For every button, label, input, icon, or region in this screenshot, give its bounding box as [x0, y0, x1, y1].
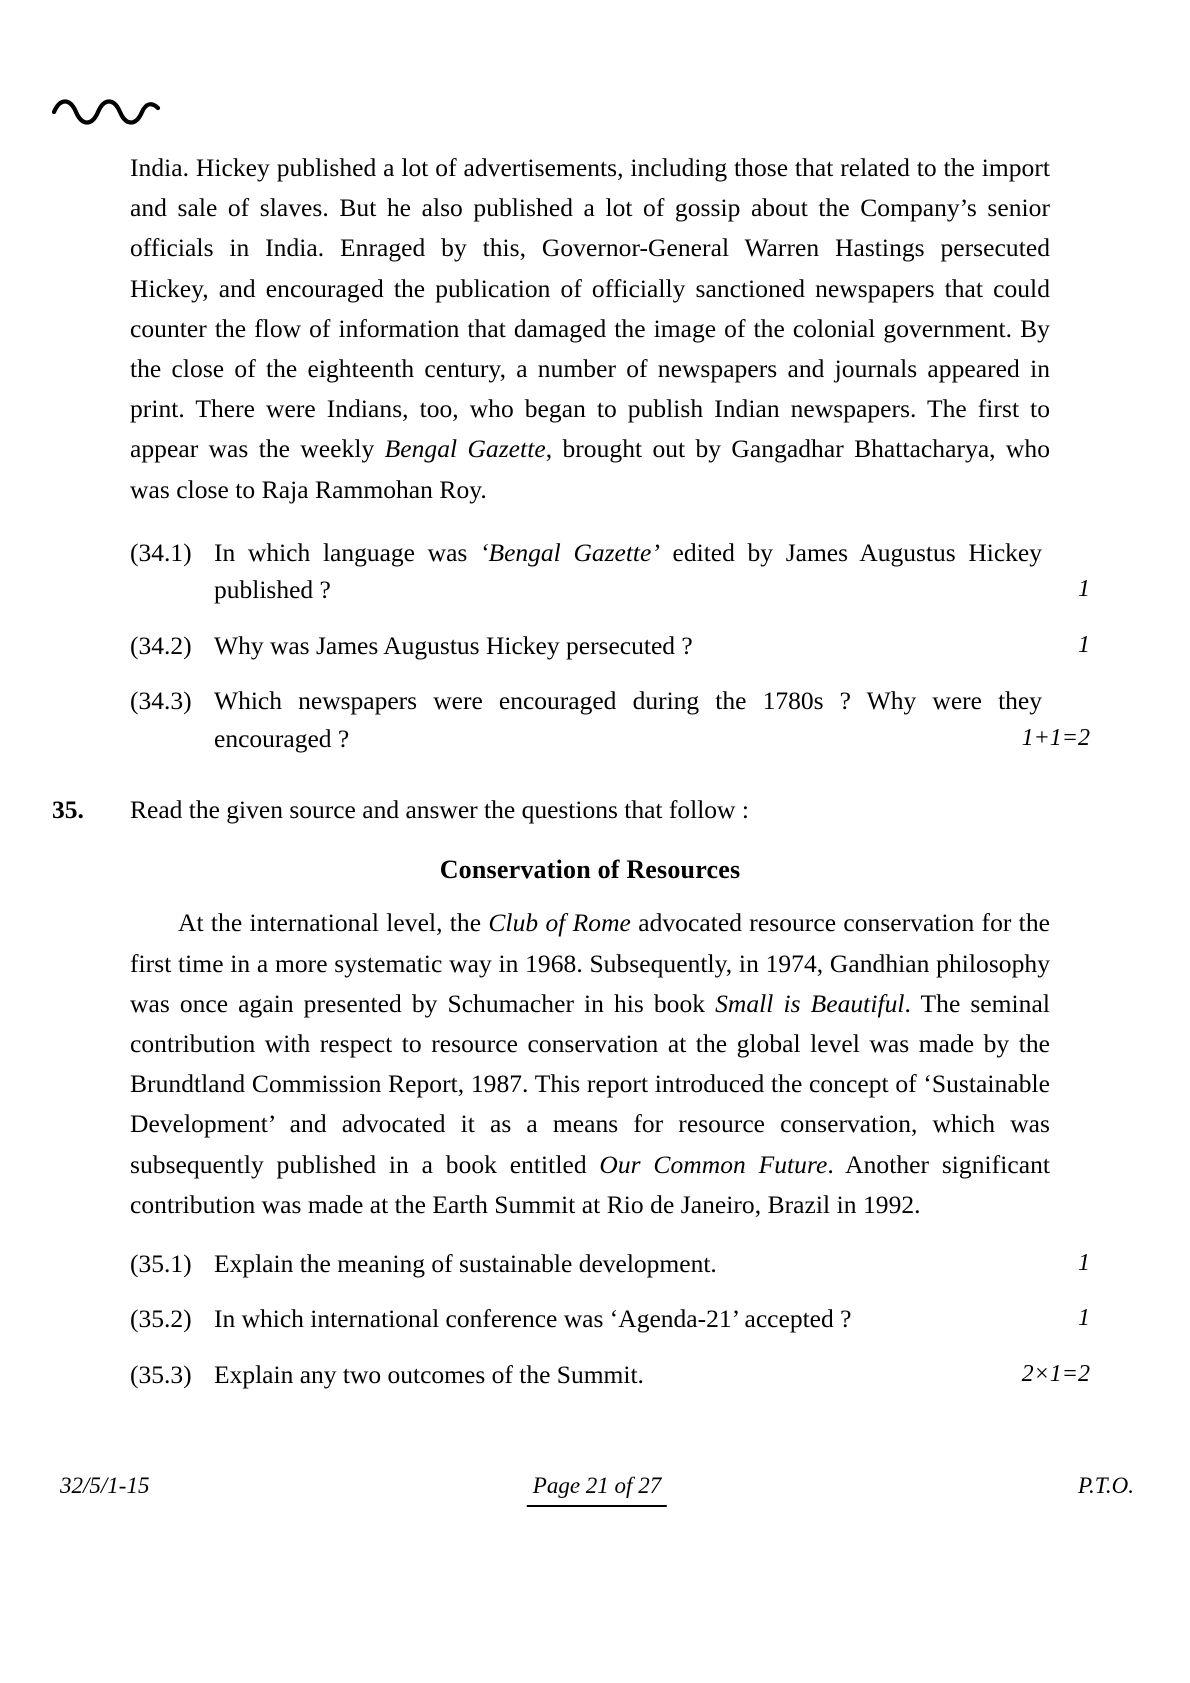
question-34-1-italic: ‘Bengal Gazette’	[480, 537, 660, 567]
question-34-3-text: Which newspapers were encouraged during the 1780s ? Why were they encouraged ?	[214, 686, 1042, 753]
question-34-2-text: Why was James Augustus Hickey persecuted ?	[214, 630, 693, 660]
question-34-3	[130, 682, 1090, 757]
question-34-1-text	[214, 534, 1050, 609]
question-34-3-marks: 1+1=2	[1021, 724, 1090, 751]
question-35-instruction: Read the given source and answer the questions that follow :	[130, 795, 749, 825]
question-35-3-number: (35.3)	[130, 1359, 192, 1389]
passage-34-italic-bengal-gazette: Bengal Gazette	[384, 434, 546, 464]
question-35-1-marks: 1	[1078, 1249, 1090, 1276]
question-34-1-text-after: edited by James Augustus Hickey published ?	[214, 537, 1043, 605]
passage-35-text-4: . Another significant contribution was made at the Earth Summit at Rio de Janeiro, Brazil in 1992.	[130, 1149, 1051, 1219]
question-35-2-text: In which international conference was ‘Agenda-21’ accepted ?	[214, 1304, 852, 1334]
question-35-1	[130, 1245, 1090, 1283]
question-35-2	[130, 1300, 1090, 1338]
question-34-1-text-before: In which language was	[214, 537, 481, 567]
passage-34-paragraph	[130, 148, 1050, 510]
question-34-1-marks: 1	[1078, 576, 1090, 603]
question-34-2-number: (34.2)	[130, 630, 192, 660]
question-34-3-number: (34.3)	[130, 686, 192, 716]
passage-35-paragraph	[130, 903, 1050, 1225]
question-35	[52, 791, 1050, 829]
question-34-2-marks: 1	[1078, 631, 1090, 658]
wavy-squiggle-icon	[52, 98, 162, 126]
page-footer	[60, 1473, 1134, 1513]
question-34-1	[130, 534, 1090, 609]
question-34-1-number: (34.1)	[130, 537, 192, 567]
footer-page-number: Page 21 of 27	[527, 1473, 667, 1507]
footer-pto: P.T.O.	[1077, 1473, 1134, 1498]
passage-35-text-3: . The seminal contribution with respect to resource conservation at the global level was made by the Brundtland Commission Report, 1987. This report introduced the concept of ‘Sustainable Development’ and advocated it as a means for resource conservation, which was subsequently published in a book entitled	[130, 988, 1050, 1179]
footer-paper-code: 32/5/1-15	[60, 1473, 150, 1498]
question-34-2	[130, 627, 1090, 665]
passage-35-text-1: At the international level, the	[178, 908, 489, 938]
question-35-3-text: Explain any two outcomes of the Summit.	[214, 1359, 644, 1389]
section-heading-conservation-of-resources: Conservation of Resources	[439, 855, 741, 885]
question-35-2-number: (35.2)	[130, 1304, 192, 1334]
passage-35-italic-our-common-future: Our Common Future	[599, 1149, 828, 1179]
question-35-1-text: Explain the meaning of sustainable development.	[214, 1248, 717, 1278]
passage-35-italic-club-of-rome: Club of Rome	[488, 908, 631, 938]
passage-34-text-1: India. Hickey published a lot of advertisements, including those that related to the import and sale of slaves. But he also published a lot of gossip about the Company’s senior officials in India. Enraged by this, Governor-General Warren Hastings persecuted Hickey, and encouraged the publication of officially sanctioned newspapers that could counter the flow of information that damaged the image of the colonial government. By the close of the eighteenth century, a number of newspapers and journals appeared in print. There were Indians, too, who began to publish Indian newspapers. The first to appear was the weekly	[130, 153, 1050, 464]
passage-35-italic-small-is-beautiful: Small is Beautiful	[715, 988, 905, 1018]
question-35-2-marks: 1	[1078, 1305, 1090, 1332]
passage-34-text-2: , brought out by Gangadhar Bhattacharya, who was close to Raja Rammohan Roy.	[130, 434, 1050, 504]
page-content	[52, 148, 1090, 1393]
question-35-1-number: (35.1)	[130, 1248, 192, 1278]
question-35-3-marks: 2×1=2	[1021, 1360, 1090, 1387]
question-35-number: 35.	[52, 795, 84, 825]
passage-35-text-2: advocated resource conservation for the first time in a more systematic way in 1968. Subsequently, in 1974, Gandhian philosophy was once again presented by Schumacher in his book	[130, 908, 1050, 1018]
question-35-3	[130, 1356, 1090, 1394]
